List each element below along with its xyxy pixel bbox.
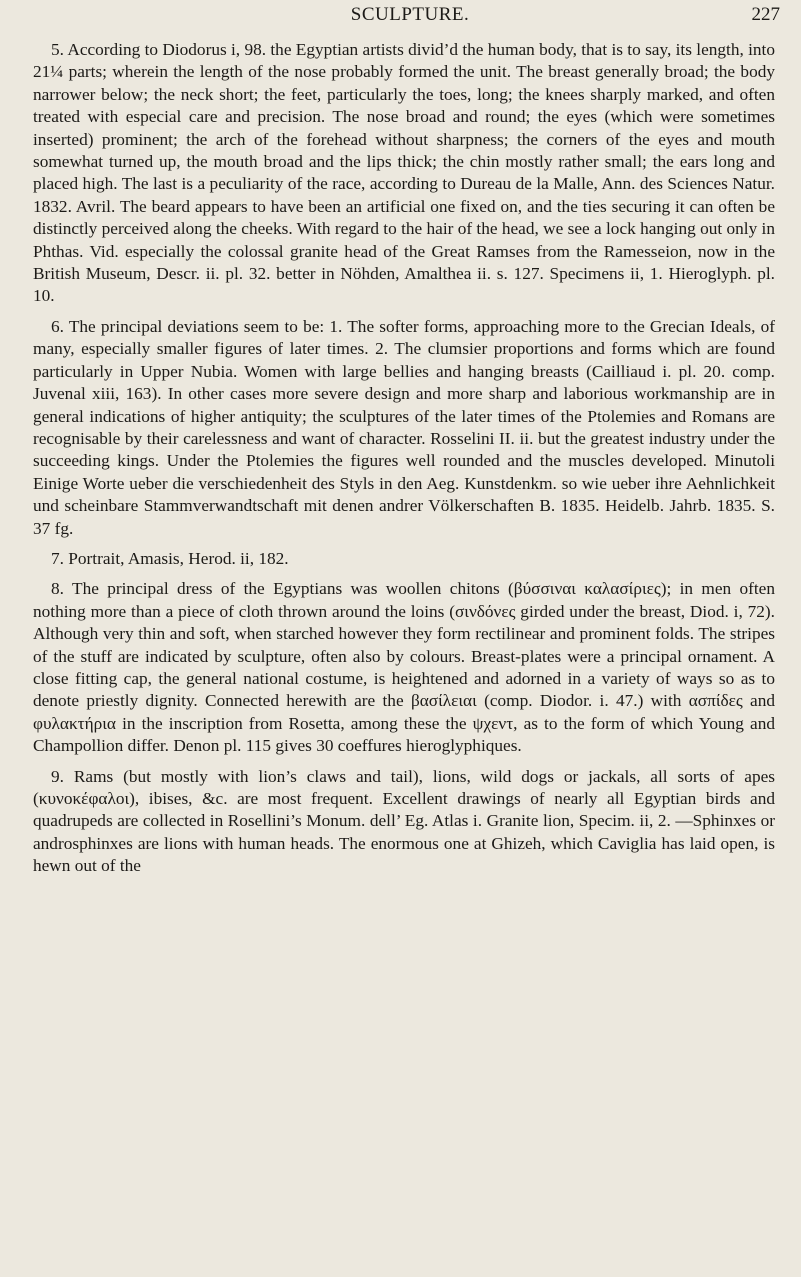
paragraph-7	[33, 548, 775, 570]
paragraph-8	[33, 578, 775, 757]
paragraph-number: 5.	[51, 40, 64, 59]
paragraph-6	[33, 316, 775, 540]
paragraph-number: 7.	[51, 548, 64, 568]
paragraph-number: 6.	[51, 316, 64, 336]
paragraph-text: According to Diodorus i, 98. the Egyptian artists divid’d the human body, that is to say, its length, into 21¼ parts; wherein the length of the nose probably formed the unit. The breast generally broad; the body narrower below; the neck short; the feet, particularly the toes, long; the knees sharply marked, and often treated with especial care and precision. The nose broad and round; the eyes (which were sometimes inserted) prominent; the arch of the forehead without sharpness; the corners of the eyes and mouth somewhat turned up, the mouth broad and the lips thick; the chin mostly rather small; the ears long and placed high. The last is a peculiarity of the race, according to Dureau de la Malle, Ann. des Sciences Natur. 1832. Avril. The beard appears to have been an artificial one fixed on, and the ties securing it can often be distinctly perceived along the cheeks. With regard to the hair of the head, we see a lock hanging out only in Phthas. Vid. especially the colossal granite head of the Great Ramses from the Ramesseion, now in the British Museum, Descr. ii. pl. 32. better in Nöhden, Amalthea ii. s. 127. Specimens ii, 1. Hieroglyph. pl. 10.	[33, 40, 775, 306]
running-head: SCULPTURE.	[350, 4, 470, 25]
page-body	[33, 39, 775, 878]
paragraph-text: The principal dress of the Egyptians was woollen chitons (βύσσιναι καλασίριες); in men often nothing more than a piece of cloth thrown around the loins (σινδόνες girded under the breast, Diod. i, 72). Although very thin and soft, when starched however they form rectilinear and prominent folds. The stripes of the stuff are indicated by sculpture, often also by colours. Breast-plates were a principal ornament. A close fitting cap, the general national costume, is heightened and adorned in a variety of ways so as to denote priestly dignity. Connected herewith are the βασίλειαι (comp. Diodor. i. 47.) with ασπίδες and φυλακτήρια in the inscription from Rosetta, among these the ψχεντ, as to the form of which Young and Champollion differ. Denon pl. 115 gives 30 coeffures hieroglyphiques.	[33, 579, 775, 756]
page-header	[40, 4, 780, 30]
paragraph-text: Portrait, Amasis, Herod. ii, 182.	[68, 548, 289, 568]
paragraph-number: 8.	[51, 579, 64, 599]
page-number: 227	[751, 4, 780, 25]
paragraph-text: The principal deviations seem to be: 1. The softer forms, approaching more to the Grecian Ideals, of many, especially smaller figures of later times. 2. The clumsier proportions and forms which are found particularly in Upper Nubia. Women with large bellies and hanging breasts (Cailliaud i. pl. 20. comp. Juvenal xiii, 163). In other cases more severe design and more sharp and laborious workmanship are in general indications of higher antiquity; the sculptures of the later times of the Ptolemies and Romans are recognisable by their carelessness and want of character. Rosselini II. ii. but the greatest industry under the succeeding kings. Under the Ptolemies the figures well rounded and the muscles developed. Minutoli Einige Worte ueber die verschiedenheit des Styls in den Aeg. Kunstdenkm. so wie ueber ihre Aehnlichkeit und scheinbare Stammverwandtschaft mit denen andrer Völkerschaften B. 1835. Heidelb. Jahrb. 1835. S. 37 fg.	[33, 316, 775, 538]
paragraph-text: Rams (but mostly with lion’s claws and tail), lions, wild dogs or jackals, all sorts of apes (κυνοκέφαλοι), ibises, &c. are most frequent. Excellent drawings of nearly all Egyptian birds and quadrupeds are collected in Rosellini’s Monum. dell’ Eg. Atlas i. Granite lion, Specim. ii, 2. —Sphinxes or androsphinxes are lions with human heads. The enormous one at Ghizeh, which Caviglia has laid open, is hewn out of the	[33, 766, 775, 876]
paragraph-5	[33, 39, 775, 308]
paragraph-9	[33, 766, 775, 878]
paragraph-number: 9.	[51, 766, 64, 786]
